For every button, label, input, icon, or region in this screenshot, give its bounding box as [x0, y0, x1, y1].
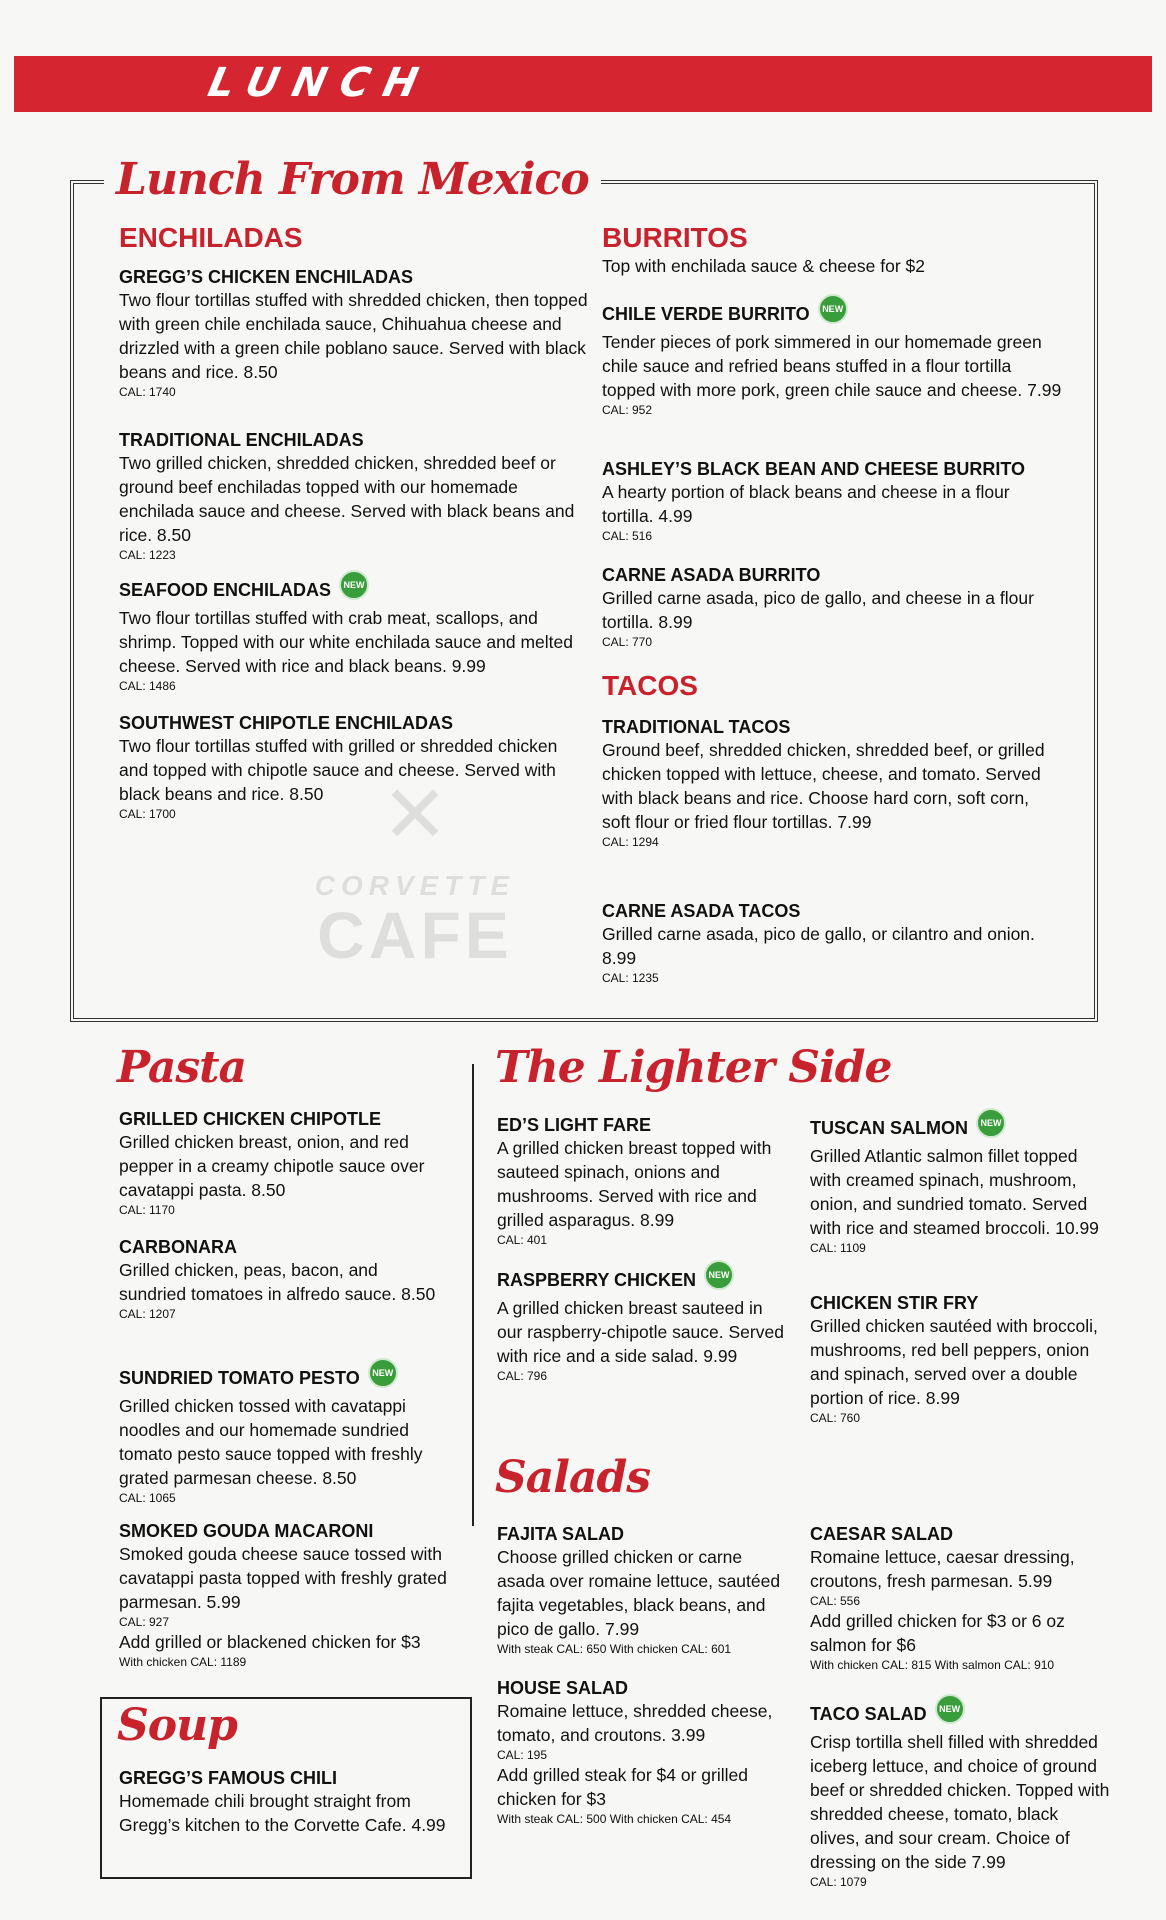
item-description: Homemade chili brought straight from Gregg’s kitchen to the Corvette Cafe. 4.99	[119, 1791, 446, 1835]
item-calories: CAL: 1079	[810, 1875, 867, 1889]
menu-item	[119, 1520, 464, 1670]
item-calories: CAL: 1170	[119, 1203, 175, 1217]
item-name: SOUTHWEST CHIPOTLE ENCHILADAS	[119, 713, 454, 733]
item-addon-calories: With steak CAL: 500 With chicken CAL: 454	[497, 1812, 732, 1826]
item-calories: CAL: 796	[497, 1369, 548, 1383]
item-description: Two flour tortillas stuffed with shredded chicken, then topped with green chile enchilada sauce, Chihuahua cheese and drizzled with a green chile poblano sauce. Served with black beans and rice. 8.50	[119, 290, 588, 382]
menu-item	[602, 300, 1062, 418]
item-description: Choose grilled chicken or carne asada over romaine lettuce, sautéed fajita vegetables, black beans, and pico de gallo. 7.99	[497, 1547, 781, 1639]
item-calories: CAL: 1700	[119, 807, 176, 821]
item-name-text: CHILE VERDE BURRITO	[602, 303, 810, 324]
item-description: A grilled chicken breast topped with sauteed spinach, onions and mushrooms. Served with rice and grilled asparagus. 8.99	[497, 1138, 772, 1230]
burritos-heading: BURRITOS	[602, 222, 748, 253]
item-addon: Add grilled or blackened chicken for $3	[119, 1632, 421, 1652]
pasta-section-title: Pasta	[117, 1042, 247, 1093]
item-calories: With steak CAL: 650 With chicken CAL: 601	[497, 1642, 732, 1656]
new-badge-icon: NEW	[935, 1694, 965, 1724]
item-calories: CAL: 401	[497, 1233, 548, 1247]
item-name: TRADITIONAL TACOS	[602, 717, 791, 737]
item-calories: CAL: 1294	[602, 835, 659, 849]
new-badge-icon: NEW	[339, 570, 369, 600]
menu-item	[810, 1114, 1100, 1256]
item-name: CARNE ASADA BURRITO	[602, 565, 821, 585]
item-description: Smoked gouda cheese sauce tossed with cavatappi pasta topped with freshly grated parmesan. 5.99	[119, 1544, 447, 1612]
item-description: Grilled chicken tossed with cavatappi noodles and our homemade sundried tomato pesto sauce topped with freshly grated parmesan cheese. 8.50	[119, 1396, 423, 1488]
item-description: Grilled carne asada, pico de gallo, and cheese in a flour tortilla. 8.99	[602, 588, 1034, 632]
item-calories: CAL: 927	[119, 1615, 170, 1629]
tacos-heading: TACOS	[602, 670, 698, 701]
menu-item	[602, 900, 1042, 986]
item-description: Two grilled chicken, shredded chicken, shredded beef or ground beef enchiladas topped with our homemade enchilada sauce and cheese. Served with black beans and rice. 8.50	[119, 453, 575, 545]
item-name	[119, 1364, 464, 1394]
item-name: CAESAR SALAD	[810, 1524, 954, 1544]
menu-item	[119, 1108, 464, 1218]
item-name: CARBONARA	[119, 1237, 237, 1257]
item-calories: CAL: 1207	[119, 1307, 176, 1321]
item-calories: CAL: 195	[497, 1748, 548, 1762]
item-calories: CAL: 952	[602, 403, 653, 417]
menu-item	[810, 1700, 1110, 1890]
menu-item	[602, 716, 1052, 850]
menu-item	[602, 458, 1042, 544]
enchiladas-heading: ENCHILADAS	[119, 222, 303, 253]
item-calories: CAL: 1109	[810, 1241, 866, 1255]
menu-item	[119, 1364, 464, 1506]
item-description: Two flour tortillas stuffed with grilled or shredded chicken and topped with chipotle sauce and cheese. Served with black beans and rice. 8.50	[119, 736, 558, 804]
item-addon: Add grilled chicken for $3 or 6 oz salmon for $6	[810, 1611, 1065, 1655]
new-badge-icon: NEW	[368, 1358, 398, 1388]
lunch-banner	[14, 56, 1152, 112]
item-calories: CAL: 760	[810, 1411, 861, 1425]
item-name: TRADITIONAL ENCHILADAS	[119, 430, 364, 450]
item-name: SMOKED GOUDA MACARONI	[119, 1521, 374, 1541]
new-badge-icon: NEW	[818, 294, 848, 324]
menu-item	[119, 1236, 449, 1322]
item-description: Grilled chicken breast, onion, and red pepper in a creamy chipotle sauce over cavatappi pasta. 8.50	[119, 1132, 425, 1200]
item-name: ASHLEY’S BLACK BEAN AND CHEESE BURRITO	[602, 459, 1026, 479]
menu-item	[810, 1523, 1110, 1673]
lighter-side-section-title: The Lighter Side	[495, 1042, 892, 1093]
menu-item	[810, 1292, 1100, 1426]
menu-item	[497, 1114, 787, 1248]
menu-item	[119, 266, 589, 400]
menu-item	[497, 1266, 787, 1384]
item-name: FAJITA SALAD	[497, 1524, 625, 1544]
item-name: GREGG’S FAMOUS CHILI	[119, 1768, 338, 1788]
item-name	[602, 300, 1062, 330]
column-divider	[472, 1064, 474, 1526]
watermark-corvette-text: CORVETTE	[314, 870, 516, 901]
item-description: Grilled chicken sautéed with broccoli, mushrooms, red bell peppers, onion and spinach, served over a double portion of rice. 8.99	[810, 1316, 1098, 1408]
burritos-note: Top with enchilada sauce & cheese for $2	[602, 256, 925, 276]
item-description: A hearty portion of black beans and cheese in a flour tortilla. 4.99	[602, 482, 1010, 526]
menu-item	[602, 564, 1042, 650]
item-description: Two flour tortillas stuffed with crab meat, scallops, and shrimp. Topped with our white enchilada sauce and melted cheese. Served with rice and black beans. 9.99	[119, 608, 573, 676]
salads-section-title: Salads	[495, 1452, 651, 1503]
item-name: ED’S LIGHT FARE	[497, 1115, 652, 1135]
item-calories: CAL: 1235	[602, 971, 659, 985]
item-name-text: SEAFOOD ENCHILADAS	[119, 579, 332, 600]
item-addon: Add grilled steak for $4 or grilled chicken for $3	[497, 1765, 748, 1809]
item-name-text: SUNDRIED TOMATO PESTO	[119, 1367, 360, 1388]
item-name: CARNE ASADA TACOS	[602, 901, 801, 921]
item-description: Crisp tortilla shell filled with shredded iceberg lettuce, and choice of ground beef or shredded chicken. Topped with shredded cheese, tomato, black olives, and sour cream. Choice of dressing on the side 7.99	[810, 1732, 1110, 1872]
item-description: Grilled chicken, peas, bacon, and sundried tomatoes in alfredo sauce. 8.50	[119, 1260, 436, 1304]
corvette-flags-logo: ✕	[381, 770, 449, 859]
item-name	[497, 1266, 787, 1296]
item-addon-calories: With chicken CAL: 815 With salmon CAL: 910	[810, 1658, 1055, 1672]
item-name-text: TUSCAN SALMON	[810, 1117, 968, 1138]
menu-item	[497, 1677, 797, 1827]
item-calories: CAL: 1740	[119, 385, 176, 399]
item-description: Grilled Atlantic salmon fillet topped with creamed spinach, mushroom, onion, and sundried tomato. Served with rice and steamed broccoli. 10.99	[810, 1146, 1099, 1238]
item-name	[810, 1700, 1110, 1730]
item-calories: CAL: 1223	[119, 548, 176, 562]
new-badge-icon: NEW	[976, 1108, 1006, 1138]
item-description: Romaine lettuce, shredded cheese, tomato, and croutons. 3.99	[497, 1701, 773, 1745]
item-addon-calories: With chicken CAL: 1189	[119, 1655, 247, 1669]
item-name: HOUSE SALAD	[497, 1678, 629, 1698]
new-badge-icon: NEW	[704, 1260, 734, 1290]
watermark-cafe-text: CAFE	[317, 898, 513, 972]
menu-item	[119, 429, 579, 563]
item-calories: CAL: 1065	[119, 1491, 176, 1505]
menu-item	[119, 576, 589, 694]
banner-title: LUNCH	[204, 60, 436, 106]
item-description: Grilled carne asada, pico de gallo, or cilantro and onion. 8.99	[602, 924, 1035, 968]
soup-section-title: Soup	[117, 1700, 237, 1751]
item-name: GREGG’S CHICKEN ENCHILADAS	[119, 267, 414, 287]
menu-item	[119, 712, 589, 822]
item-description: Romaine lettuce, caesar dressing, croutons, fresh parmesan. 5.99	[810, 1547, 1075, 1591]
item-description: A grilled chicken breast sauteed in our raspberry-chipotle sauce. Served with rice and a side salad. 9.99	[497, 1298, 784, 1366]
menu-item	[119, 1767, 459, 1837]
item-name	[810, 1114, 1100, 1144]
item-name-text: RASPBERRY CHICKEN	[497, 1269, 697, 1290]
item-calories: CAL: 770	[602, 635, 653, 649]
item-calories: CAL: 1486	[119, 679, 176, 693]
menu-item	[497, 1523, 787, 1657]
item-name	[119, 576, 589, 606]
item-name: CHICKEN STIR FRY	[810, 1293, 979, 1313]
item-calories: CAL: 516	[602, 529, 653, 543]
item-calories: CAL: 556	[810, 1594, 861, 1608]
item-name: GRILLED CHICKEN CHIPOTLE	[119, 1109, 382, 1129]
item-description: Tender pieces of pork simmered in our homemade green chile sauce and refried beans stuffed in a flour tortilla topped with more pork, green chile sauce and cheese. 7.99	[602, 332, 1062, 400]
mexico-section-title: Lunch From Mexico	[104, 154, 601, 205]
item-name-text: TACO SALAD	[810, 1703, 927, 1724]
item-description: Ground beef, shredded chicken, shredded beef, or grilled chicken topped with lettuce, cheese, and tomato. Served with black beans and rice. Choose hard corn, soft corn, soft flour or fried flour tortillas. 7.99	[602, 740, 1045, 832]
